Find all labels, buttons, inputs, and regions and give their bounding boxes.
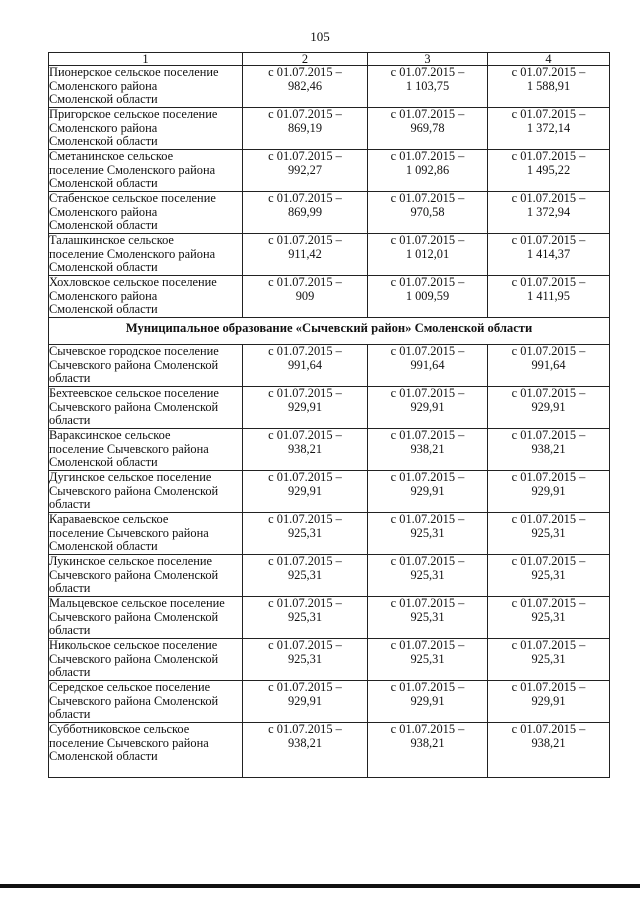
cell-line: с 01.07.2015 – <box>390 233 465 247</box>
cell-line: с 01.07.2015 – <box>390 596 465 610</box>
cell-line: 1 588,91 <box>526 78 571 93</box>
section-row <box>49 318 610 345</box>
cell-line: с 01.07.2015 – <box>511 275 586 289</box>
settlement-name-cell <box>49 387 243 429</box>
tariff-value-cell <box>243 276 368 318</box>
page-number: 105 <box>310 29 330 44</box>
cell-line: 992,27 <box>287 162 323 177</box>
tariff-value-cell <box>243 66 368 108</box>
tariff-value-cell <box>243 387 368 429</box>
cell-line: с 01.07.2015 – <box>390 428 465 442</box>
cell-line: 929,91 <box>287 399 323 414</box>
tariff-value-cell <box>368 555 488 597</box>
cell-line: области <box>49 707 91 721</box>
settlement-name-cell <box>49 639 243 681</box>
settlement-name-cell <box>49 150 243 192</box>
cell-line: 938,21 <box>531 441 566 456</box>
cell-line: с 01.07.2015 – <box>268 638 342 652</box>
cell-line: Сычевское городское поселение <box>49 344 219 358</box>
tariff-value-cell <box>488 429 610 471</box>
tariff-value-cell <box>368 429 488 471</box>
cell-line: 929,91 <box>531 693 566 708</box>
tariff-value-cell <box>488 66 610 108</box>
cell-line: с 01.07.2015 – <box>268 428 342 442</box>
table-row <box>49 681 610 723</box>
cell-line: 929,91 <box>531 483 566 498</box>
cell-line: 925,31 <box>287 651 323 666</box>
cell-line: с 01.07.2015 – <box>511 191 586 205</box>
cell-line: Пионерское сельское поселение <box>49 65 219 79</box>
tariff-value-cell <box>368 192 488 234</box>
tariff-value-cell <box>243 681 368 723</box>
tariff-value-cell <box>368 723 488 778</box>
tariff-value-cell <box>488 681 610 723</box>
table-row <box>49 513 610 555</box>
cell-line: с 01.07.2015 – <box>511 554 586 568</box>
tariff-value-cell <box>243 597 368 639</box>
cell-line: поселение Сычевского района <box>49 735 209 750</box>
cell-line: 991,64 <box>287 357 323 372</box>
tariff-value-cell <box>368 66 488 108</box>
cell-line: 1 103,75 <box>405 78 450 93</box>
cell-line: 929,91 <box>531 399 566 414</box>
cell-line: 1 495,22 <box>526 162 571 177</box>
settlement-name-cell <box>49 66 243 108</box>
table-row <box>49 429 610 471</box>
cell-line: с 01.07.2015 – <box>390 680 465 694</box>
cell-line: Хохловское сельское поселение <box>49 275 217 289</box>
tariff-value-cell <box>488 597 610 639</box>
tariff-value-cell <box>243 150 368 192</box>
table-row <box>49 234 610 276</box>
cell-line: Смоленской области <box>49 455 158 469</box>
cell-line: с 01.07.2015 – <box>268 344 342 358</box>
cell-line: с 01.07.2015 – <box>390 470 465 484</box>
cell-line: 911,42 <box>288 246 322 261</box>
cell-line: с 01.07.2015 – <box>511 107 586 121</box>
cell-line: Дугинское сельское поселение <box>49 470 212 484</box>
tariff-value-cell <box>368 108 488 150</box>
cell-line: Стабенское сельское поселение <box>49 191 216 205</box>
table-row <box>49 345 610 387</box>
tariff-value-cell <box>368 276 488 318</box>
tariff-value-cell <box>488 234 610 276</box>
cell-line: с 01.07.2015 – <box>390 512 465 526</box>
cell-line: с 01.07.2015 – <box>390 386 465 400</box>
cell-line: с 01.07.2015 – <box>511 428 586 442</box>
cell-line: с 01.07.2015 – <box>268 512 342 526</box>
cell-line: с 01.07.2015 – <box>268 275 342 289</box>
tariff-value-cell <box>368 681 488 723</box>
table-row <box>49 276 610 318</box>
cell-line: Смоленской области <box>49 302 158 316</box>
cell-line: 925,31 <box>531 609 566 624</box>
cell-line: с 01.07.2015 – <box>390 65 465 79</box>
cell-line: поселение Сычевского района <box>49 525 209 540</box>
cell-line: области <box>49 581 91 595</box>
tariff-value-cell <box>488 150 610 192</box>
tariff-value-cell <box>243 639 368 681</box>
column-header: 2 <box>243 53 368 66</box>
cell-line: 1 372,94 <box>526 204 571 219</box>
cell-line: поселение Сычевского района <box>49 441 209 456</box>
tariff-value-cell <box>243 513 368 555</box>
cell-line: Смоленского района <box>49 120 158 135</box>
cell-line: 925,31 <box>410 609 445 624</box>
tariff-value-cell <box>488 108 610 150</box>
cell-line: 938,21 <box>410 441 445 456</box>
cell-line: с 01.07.2015 – <box>268 65 342 79</box>
cell-line: Сычевского района Смоленской <box>49 693 219 708</box>
table-row <box>49 150 610 192</box>
cell-line: 938,21 <box>287 441 323 456</box>
tariff-value-cell <box>243 555 368 597</box>
settlement-name-cell <box>49 345 243 387</box>
settlement-name-cell <box>49 681 243 723</box>
settlement-name-cell <box>49 429 243 471</box>
section-title: Муниципальное образование «Сычевский район» Смоленской области <box>49 318 610 345</box>
cell-line: 1 092,86 <box>405 162 450 177</box>
cell-line: Никольское сельское поселение <box>49 638 218 652</box>
cell-line: 1 411,95 <box>527 288 570 303</box>
table-row <box>49 555 610 597</box>
tariff-value-cell <box>368 387 488 429</box>
settlement-name-cell <box>49 276 243 318</box>
tariff-value-cell <box>368 234 488 276</box>
cell-line: 925,31 <box>531 651 566 666</box>
cell-line: 925,31 <box>410 651 445 666</box>
cell-line: 938,21 <box>287 735 323 750</box>
cell-line: Сычевского района Смоленской <box>49 567 219 582</box>
settlement-name-cell <box>49 234 243 276</box>
cell-line: 925,31 <box>531 567 566 582</box>
cell-line: Мальцевское сельское поселение <box>49 596 225 610</box>
cell-line: 1 009,59 <box>405 288 450 303</box>
cell-line: с 01.07.2015 – <box>511 638 586 652</box>
cell-line: поселение Смоленского района <box>49 162 216 177</box>
cell-line: с 01.07.2015 – <box>390 344 465 358</box>
cell-line: 869,99 <box>287 204 323 219</box>
tariff-value-cell <box>488 513 610 555</box>
table-row <box>49 66 610 108</box>
tariff-value-cell <box>368 597 488 639</box>
cell-line: Смоленского района <box>49 204 158 219</box>
tariff-value-cell <box>243 471 368 513</box>
cell-line: Вараксинское сельское <box>49 428 171 442</box>
cell-line: области <box>49 623 91 637</box>
cell-line: области <box>49 371 91 385</box>
cell-line: 869,19 <box>287 120 323 135</box>
column-number-row <box>49 53 610 66</box>
cell-line: Смоленской области <box>49 260 158 274</box>
cell-line: с 01.07.2015 – <box>268 470 342 484</box>
cell-line: 1 012,01 <box>405 246 450 261</box>
cell-line: Караваевское сельское <box>49 512 169 526</box>
cell-line: с 01.07.2015 – <box>390 191 465 205</box>
cell-line: с 01.07.2015 – <box>390 638 465 652</box>
cell-line: с 01.07.2015 – <box>268 233 342 247</box>
cell-line: 925,31 <box>287 567 323 582</box>
cell-line: с 01.07.2015 – <box>511 149 586 163</box>
cell-line: Смоленской области <box>49 539 158 553</box>
tariff-value-cell <box>488 276 610 318</box>
cell-line: Смоленской области <box>49 218 158 232</box>
tariff-value-cell <box>368 513 488 555</box>
tariff-value-cell <box>488 471 610 513</box>
cell-line: 929,91 <box>287 693 323 708</box>
cell-line: 925,31 <box>410 567 445 582</box>
cell-line: поселение Смоленского района <box>49 246 216 261</box>
cell-line: Лукинское сельское поселение <box>49 554 212 568</box>
tariff-value-cell <box>488 723 610 778</box>
settlement-name-cell <box>49 555 243 597</box>
table-row <box>49 723 610 778</box>
cell-line: с 01.07.2015 – <box>268 386 342 400</box>
table-row <box>49 639 610 681</box>
cell-line: 929,91 <box>410 693 445 708</box>
cell-line: с 01.07.2015 – <box>390 107 465 121</box>
tariff-value-cell <box>368 150 488 192</box>
cell-line: 1 414,37 <box>526 246 571 261</box>
cell-line: с 01.07.2015 – <box>511 344 586 358</box>
cell-line: области <box>49 665 91 679</box>
cell-line: с 01.07.2015 – <box>268 107 342 121</box>
tariff-value-cell <box>243 429 368 471</box>
cell-line: 929,91 <box>410 399 445 414</box>
cell-line: с 01.07.2015 – <box>268 554 342 568</box>
tariff-value-cell <box>243 723 368 778</box>
cell-line: Сычевского района Смоленской <box>49 357 219 372</box>
table-row <box>49 597 610 639</box>
settlement-name-cell <box>49 723 243 778</box>
table-body <box>49 66 610 778</box>
cell-line: Талашкинское сельское <box>49 233 174 247</box>
cell-line: Сычевского района Смоленской <box>49 651 219 666</box>
cell-line: с 01.07.2015 – <box>390 554 465 568</box>
cell-line: 925,31 <box>287 525 323 540</box>
cell-line: с 01.07.2015 – <box>511 65 586 79</box>
cell-line: 925,31 <box>287 609 323 624</box>
tariff-value-cell <box>488 192 610 234</box>
cell-line: с 01.07.2015 – <box>268 191 342 205</box>
cell-line: Бехтеевское сельское поселение <box>49 386 219 400</box>
column-header: 3 <box>368 53 488 66</box>
settlement-name-cell <box>49 513 243 555</box>
table-row <box>49 471 610 513</box>
tariff-value-cell <box>243 345 368 387</box>
cell-line: 929,91 <box>287 483 323 498</box>
cell-line: 969,78 <box>410 120 445 135</box>
cell-line: 1 372,14 <box>526 120 571 135</box>
cell-line: Смоленской области <box>49 176 158 190</box>
cell-line: 991,64 <box>410 357 445 372</box>
cell-line: с 01.07.2015 – <box>511 596 586 610</box>
cell-line: Смоленского района <box>49 288 158 303</box>
table-row <box>49 192 610 234</box>
cell-line: Сычевского района Смоленской <box>49 399 219 414</box>
tariff-value-cell <box>488 555 610 597</box>
cell-line: Субботниковское сельское <box>49 722 190 736</box>
table-row <box>49 108 610 150</box>
cell-line: Сычевского района Смоленской <box>49 483 219 498</box>
column-header: 4 <box>488 53 610 66</box>
tariff-value-cell <box>488 639 610 681</box>
cell-line: Смоленской области <box>49 92 158 106</box>
cell-line: 925,31 <box>531 525 566 540</box>
cell-line: Смоленского района <box>49 78 158 93</box>
settlement-name-cell <box>49 192 243 234</box>
tariff-value-cell <box>368 345 488 387</box>
cell-line: 982,46 <box>287 78 323 93</box>
cell-line: с 01.07.2015 – <box>390 149 465 163</box>
tariff-value-cell <box>243 108 368 150</box>
tariff-value-cell <box>368 471 488 513</box>
cell-line: 909 <box>295 288 315 303</box>
cell-line: с 01.07.2015 – <box>511 470 586 484</box>
cell-line: 925,31 <box>410 525 445 540</box>
cell-line: 938,21 <box>410 735 445 750</box>
cell-line: области <box>49 413 91 427</box>
cell-line: 938,21 <box>531 735 566 750</box>
cell-line: с 01.07.2015 – <box>390 275 465 289</box>
cell-line: с 01.07.2015 – <box>511 512 586 526</box>
cell-line: с 01.07.2015 – <box>268 149 342 163</box>
cell-line: Пригорское сельское поселение <box>49 107 218 121</box>
cell-line: 970,58 <box>410 204 445 219</box>
cell-line: с 01.07.2015 – <box>511 680 586 694</box>
cell-line: с 01.07.2015 – <box>268 680 342 694</box>
cell-line: с 01.07.2015 – <box>268 722 342 736</box>
cell-line: 991,64 <box>531 357 566 372</box>
tariff-value-cell <box>368 639 488 681</box>
tariff-value-cell <box>488 387 610 429</box>
cell-line: Смоленской области <box>49 749 158 763</box>
cell-line: с 01.07.2015 – <box>511 722 586 736</box>
settlement-name-cell <box>49 471 243 513</box>
settlement-name-cell <box>49 108 243 150</box>
cell-line: области <box>49 497 91 511</box>
cell-line: Сметанинское сельское <box>49 149 174 163</box>
tariff-value-cell <box>243 192 368 234</box>
cell-line: 929,91 <box>410 483 445 498</box>
cell-line: Сычевского района Смоленской <box>49 609 219 624</box>
cell-line: с 01.07.2015 – <box>511 233 586 247</box>
cell-line: с 01.07.2015 – <box>268 596 342 610</box>
cell-line: с 01.07.2015 – <box>390 722 465 736</box>
tariff-table <box>48 52 610 778</box>
bottom-rule <box>0 884 640 888</box>
tariff-value-cell <box>243 234 368 276</box>
cell-line: Смоленской области <box>49 134 158 148</box>
tariff-value-cell <box>488 345 610 387</box>
cell-line: с 01.07.2015 – <box>511 386 586 400</box>
cell-line: Середское сельское поселение <box>49 680 211 694</box>
column-header: 1 <box>49 53 243 66</box>
table-row <box>49 387 610 429</box>
settlement-name-cell <box>49 597 243 639</box>
